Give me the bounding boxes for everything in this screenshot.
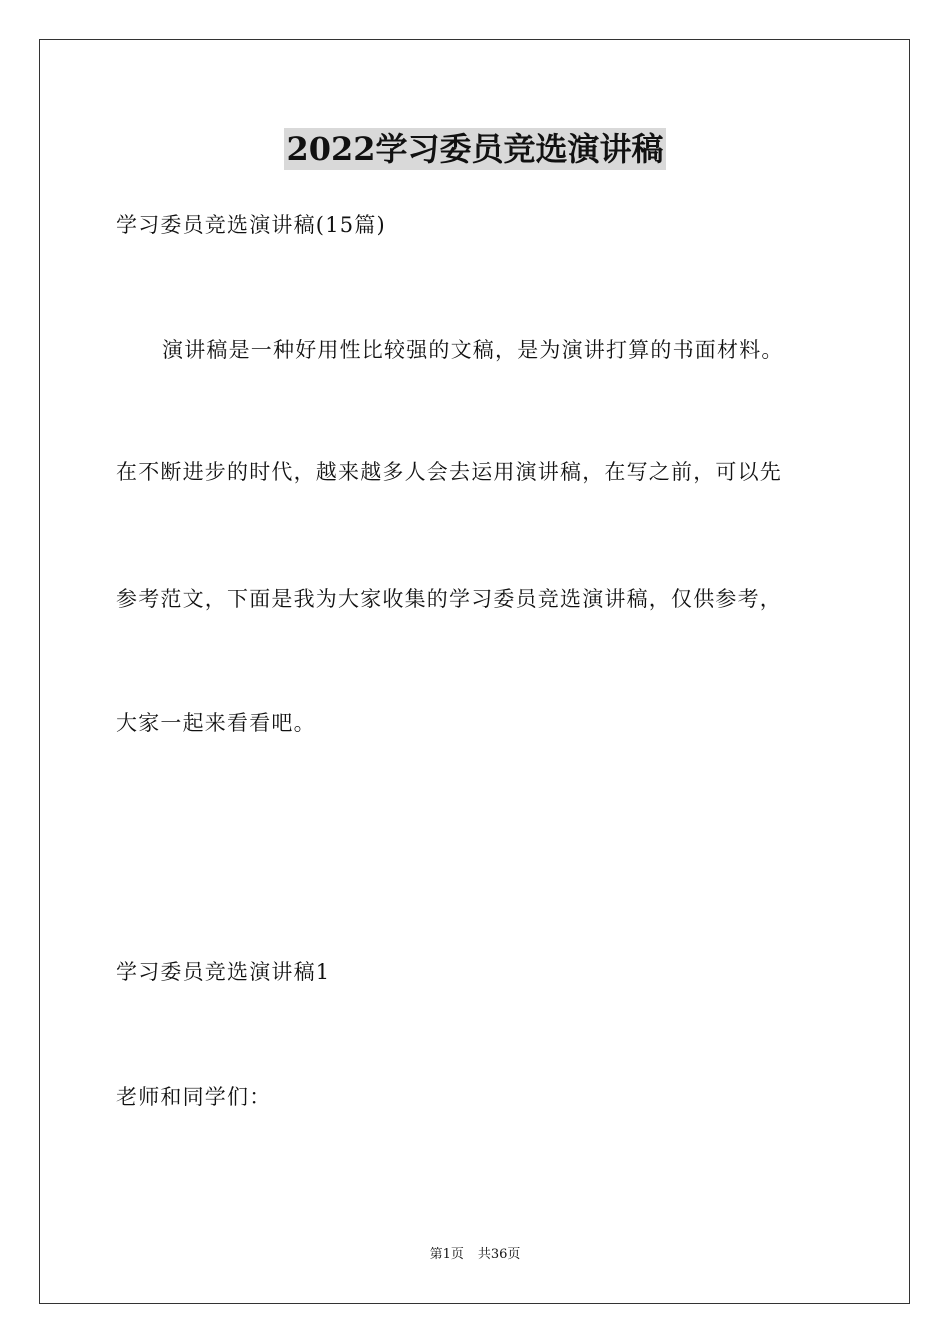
intro-line-3: 参考范文，下面是我为大家收集的学习委员竞选演讲稿，仅供参考， [116,587,782,611]
document-title: 2022学习委员竞选演讲稿 [286,130,664,168]
intro-line-1: 演讲稿是一种好用性比较强的文稿，是为演讲打算的书面材料。 [162,338,784,362]
intro-line-4: 大家一起来看看吧。 [116,711,316,735]
document-title-block [0,128,950,170]
section-heading: 学习委员竞选演讲稿1 [116,960,331,984]
salutation: 老师和同学们： [116,1085,272,1109]
page-total: 共36页 [477,1247,521,1262]
page-footer [0,1246,950,1264]
intro-line-2: 在不断进步的时代，越来越多人会去运用演讲稿，在写之前，可以先 [116,460,782,484]
page-number: 第1页 [429,1247,464,1262]
document-subtitle: 学习委员竞选演讲稿(15篇) [116,213,386,237]
